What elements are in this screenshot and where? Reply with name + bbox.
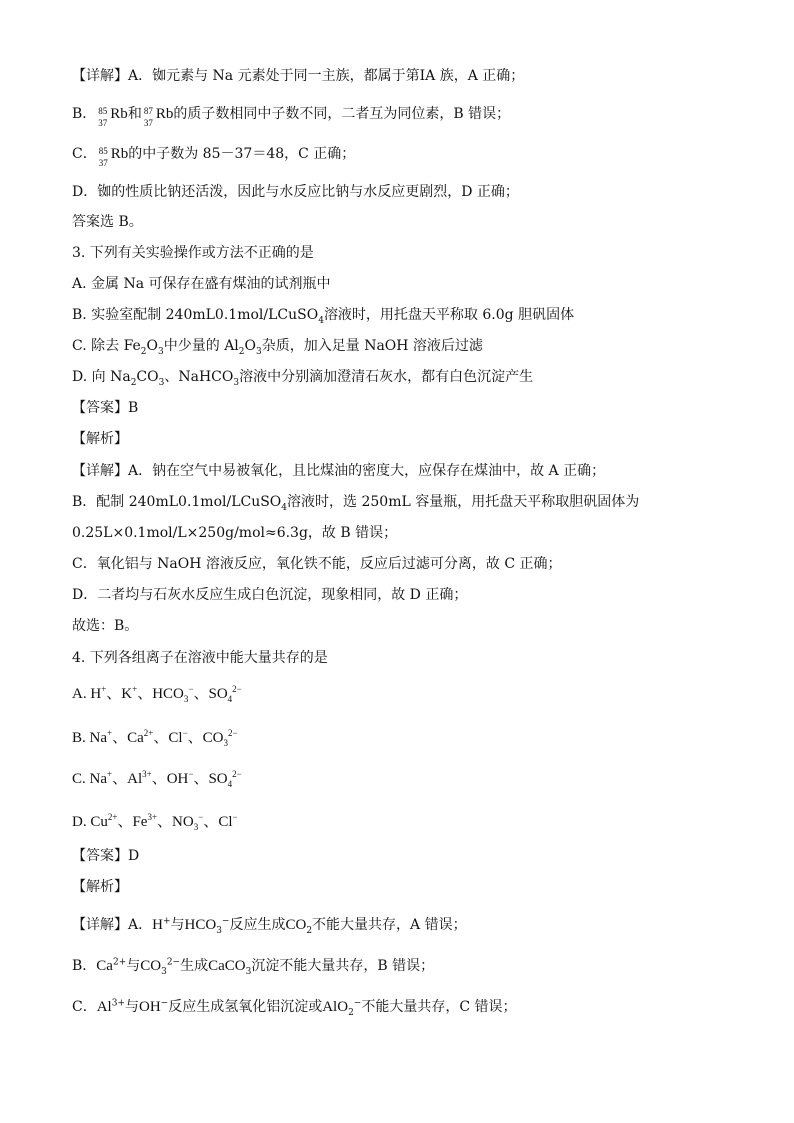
subscript: 4 bbox=[227, 694, 233, 704]
charge: + bbox=[107, 769, 113, 779]
ion: Fe bbox=[132, 814, 148, 830]
ion: CO bbox=[202, 730, 224, 746]
charge: − bbox=[353, 998, 362, 1009]
text: A. bbox=[72, 686, 91, 702]
text: 答案选 B。 bbox=[72, 214, 143, 230]
answer-label bbox=[72, 846, 139, 866]
charge: 3+ bbox=[111, 998, 125, 1009]
charge: 2+ bbox=[112, 957, 127, 968]
subscript: 3 bbox=[216, 925, 222, 936]
ion: OH bbox=[139, 999, 161, 1015]
text: CO bbox=[136, 369, 159, 385]
text: B．配制 240mL0.1mol/LCuSO bbox=[72, 494, 282, 510]
charge: 2+ bbox=[143, 728, 154, 738]
text: C. 除去 Fe bbox=[72, 338, 141, 354]
ion: Ca bbox=[96, 958, 113, 974]
charge: + bbox=[101, 684, 107, 694]
text: 中少量的 Al bbox=[163, 338, 239, 354]
charge: − bbox=[232, 812, 238, 822]
text: 故选：B。 bbox=[72, 618, 139, 634]
text: D. 向 Na bbox=[72, 369, 131, 385]
text: 3. 下列有关实验操作或方法不正确的是 bbox=[72, 245, 314, 261]
subscript: 2 bbox=[130, 377, 137, 388]
subscript: 3 bbox=[158, 346, 164, 357]
element-symbol: Rb bbox=[110, 106, 128, 122]
subscript: 3 bbox=[158, 377, 165, 388]
text: 【详解】A．钠在空气中易被氧化，且比煤油的密度大，应保存在煤油中，故 A 正确； bbox=[72, 463, 606, 479]
separator: 、 bbox=[112, 730, 128, 746]
text: O bbox=[244, 338, 257, 354]
text: A. 金属 Na 可保存在盛有煤油的试剂瓶中 bbox=[72, 276, 331, 292]
text: C．氧化铝与 NaOH 溶液反应，氧化铁不能，反应后过滤可分离，故 C 正确； bbox=[72, 556, 562, 572]
charge: 2− bbox=[232, 684, 242, 694]
explanation-line-4 bbox=[72, 182, 519, 202]
subscript: 3 bbox=[233, 377, 240, 388]
text: B. 实验室配制 240mL0.1mol/LCuSO bbox=[72, 307, 319, 323]
text: B． bbox=[72, 106, 97, 122]
separator: 、 bbox=[151, 771, 167, 787]
option-b bbox=[72, 305, 574, 325]
separator: 、 bbox=[112, 771, 128, 787]
question-3-title bbox=[72, 243, 314, 263]
ion: NO bbox=[172, 814, 194, 830]
subscript: 2 bbox=[140, 346, 147, 357]
charge: 3+ bbox=[142, 769, 152, 779]
subscript: 3 bbox=[161, 966, 167, 977]
ion: Cl bbox=[168, 730, 183, 746]
answer-line bbox=[72, 616, 138, 636]
option-a bbox=[72, 684, 242, 704]
explanation-line-1 bbox=[72, 66, 524, 86]
text: C． bbox=[72, 999, 97, 1015]
subscript: 2 bbox=[306, 925, 313, 936]
text: 的中子数为 85－37＝48，C 正确； bbox=[128, 146, 356, 162]
question-4-title bbox=[72, 648, 328, 668]
separator: 、 bbox=[187, 730, 203, 746]
separator: 、 bbox=[157, 814, 173, 830]
charge: 2− bbox=[228, 728, 238, 738]
text: 反应生成氢氧化铝沉淀或 bbox=[168, 999, 323, 1015]
text: 4. 下列各组离子在溶液中能大量共存的是 bbox=[72, 650, 328, 666]
separator: 、 bbox=[106, 686, 122, 702]
text: D．二者均与石灰水反应生成白色沉淀，现象相同，故 D 正确； bbox=[72, 587, 468, 603]
text: 溶液中分别滴加澄清石灰水，都有白色沉淀产生 bbox=[239, 369, 534, 385]
option-d bbox=[72, 812, 238, 832]
separator: 、 bbox=[193, 686, 209, 702]
ion: SO bbox=[208, 686, 228, 702]
ion: Na bbox=[89, 730, 108, 746]
isotope-notation: 87 37 bbox=[143, 106, 153, 128]
element-symbol: Rb bbox=[155, 106, 174, 122]
ion: SO bbox=[208, 771, 228, 787]
isotope-notation: 85 37 bbox=[98, 106, 108, 128]
separator: 、 bbox=[203, 814, 219, 830]
subscript: 4 bbox=[318, 315, 324, 326]
option-d bbox=[72, 367, 533, 387]
text: 生成 bbox=[180, 958, 209, 974]
text: 的质子数相同中子数不同，二者互为同位素，B 错误； bbox=[173, 106, 511, 122]
ion: H bbox=[152, 917, 163, 933]
ion: Ca bbox=[127, 730, 144, 746]
option-c bbox=[72, 336, 483, 356]
ion: Cl bbox=[218, 814, 233, 830]
explanation-line bbox=[72, 461, 605, 481]
text: D. bbox=[72, 814, 91, 830]
subscript: 2 bbox=[348, 1007, 354, 1018]
text: B. bbox=[72, 730, 90, 746]
explanation-line bbox=[72, 585, 467, 605]
text: 【解析】 bbox=[72, 431, 128, 447]
text: 【答案】B bbox=[72, 400, 139, 416]
answer-line bbox=[72, 212, 143, 232]
text: C. bbox=[72, 771, 90, 787]
formula: CO bbox=[285, 917, 307, 933]
text: 反应生成 bbox=[229, 917, 286, 933]
subscript: 4 bbox=[227, 779, 233, 789]
text: 溶液时，选 250mL 容量瓶，用托盘天平称取胆矾固体为 bbox=[287, 494, 640, 510]
text: 与 bbox=[126, 958, 141, 974]
analysis-label bbox=[72, 429, 128, 449]
ion: HCO bbox=[152, 686, 184, 702]
text: 不能大量共存，A 错误； bbox=[312, 917, 467, 933]
text: 不能大量共存，C 错误； bbox=[361, 999, 517, 1015]
explanation-line bbox=[72, 956, 434, 976]
ion: Na bbox=[89, 771, 108, 787]
text: 【详解】A． bbox=[72, 917, 153, 933]
analysis-label bbox=[72, 877, 128, 897]
text: 【答案】D bbox=[72, 848, 140, 864]
option-b bbox=[72, 728, 238, 748]
ion: Cu bbox=[90, 814, 108, 830]
element-symbol: Rb bbox=[110, 146, 129, 162]
ion: OH bbox=[166, 771, 189, 787]
text: O bbox=[146, 338, 159, 354]
charge: + bbox=[107, 728, 113, 738]
charge: − bbox=[188, 769, 194, 779]
ion: HCO bbox=[184, 917, 217, 933]
text: 杂质，加入足量 NaOH 溶液后过滤 bbox=[261, 338, 483, 354]
text: 与 bbox=[170, 917, 185, 933]
ion: Al bbox=[96, 999, 112, 1015]
charge: − bbox=[160, 998, 169, 1009]
option-c bbox=[72, 769, 242, 789]
charge: 2− bbox=[232, 769, 242, 779]
charge: − bbox=[198, 812, 204, 822]
separator: 、 bbox=[117, 814, 133, 830]
charge: 2+ bbox=[107, 812, 118, 822]
separator: 、 bbox=[193, 771, 209, 787]
formula: AlO bbox=[322, 999, 349, 1015]
separator: 、 bbox=[153, 730, 169, 746]
explanation-line-2 bbox=[72, 104, 511, 128]
text: 和 bbox=[127, 106, 142, 122]
text: 沉淀不能大量共存，B 错误； bbox=[251, 958, 435, 974]
subscript: 3 bbox=[183, 694, 189, 704]
subscript: 3 bbox=[223, 738, 228, 748]
charge: 2− bbox=[166, 957, 181, 968]
explanation-line bbox=[72, 523, 397, 543]
subscript: 3 bbox=[193, 822, 199, 832]
ion: H bbox=[90, 686, 102, 702]
subscript: 3 bbox=[256, 346, 262, 357]
subscript: 3 bbox=[245, 966, 252, 977]
explanation-line bbox=[72, 554, 562, 574]
ion: Al bbox=[127, 771, 143, 787]
answer-label bbox=[72, 398, 138, 418]
explanation-line bbox=[72, 492, 639, 512]
isotope-notation: 85 37 bbox=[98, 146, 108, 168]
charge: − bbox=[221, 916, 230, 927]
charge: − bbox=[182, 728, 188, 738]
text: 【详解】A．铷元素与 Na 元素处于同一主族，都属于第ⅠA 族，A 正确； bbox=[72, 68, 525, 84]
charge: + bbox=[162, 916, 171, 927]
ion: CO bbox=[140, 958, 162, 974]
text: 0.25L×0.1mol/L×250g/mol≈6.3g，故 B 错误； bbox=[72, 525, 398, 541]
text: D．铷的性质比钠还活泼，因此与水反应比钠与水反应更剧烈，D 正确； bbox=[72, 184, 519, 200]
text: C． bbox=[72, 146, 97, 162]
charge: 3+ bbox=[147, 812, 158, 822]
explanation-line-3 bbox=[72, 144, 356, 168]
text: 、NaHCO bbox=[164, 369, 234, 385]
ion: K bbox=[121, 686, 133, 702]
separator: 、 bbox=[137, 686, 153, 702]
text: 与 bbox=[125, 999, 139, 1015]
option-a bbox=[72, 274, 331, 294]
text: 【解析】 bbox=[72, 879, 128, 895]
explanation-line bbox=[72, 997, 517, 1017]
text: B． bbox=[72, 958, 97, 974]
subscript: 4 bbox=[281, 502, 288, 513]
charge: + bbox=[132, 684, 138, 694]
formula: CaCO bbox=[208, 958, 246, 974]
charge: − bbox=[188, 684, 194, 694]
subscript: 2 bbox=[238, 346, 245, 357]
text: 溶液时，用托盘天平称取 6.0g 胆矾固体 bbox=[323, 307, 575, 323]
explanation-line bbox=[72, 915, 467, 935]
